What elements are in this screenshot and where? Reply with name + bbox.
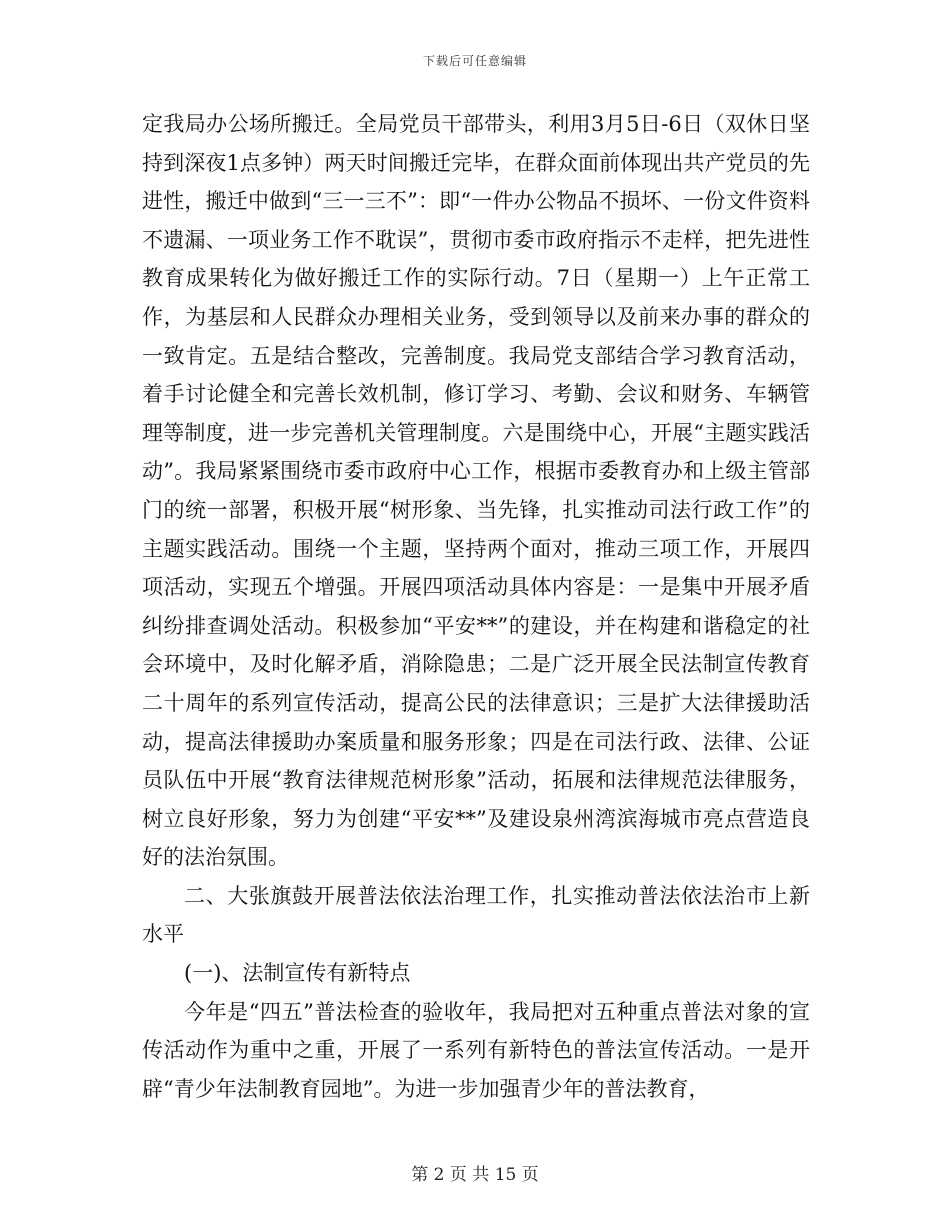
footer-total-unit: 页 bbox=[521, 1165, 539, 1185]
footer-page-label: 第 bbox=[411, 1165, 429, 1185]
subsection-heading-1: (一)、法制宣传有新特点 bbox=[184, 961, 411, 986]
page-footer bbox=[0, 1160, 950, 1185]
section-heading-2: 二、大张旗鼓开展普法依法治理工作，扎实推动普法依法治市上新水平 bbox=[142, 883, 810, 947]
paragraph-1: 定我局办公场所搬迁。全局党员干部带头，利用3月5日-6日（双休日坚持到深夜1点多钟）两天时间搬迁完毕，在群众面前体现出共产党员的先进性，搬迁中做到“三一三不”：即“一件办公物品不损坏、一份文件资料不遗漏、一项业务工作不耽误”，贯彻市委市政府指示不走样，把先进性教育成果转化为做好搬迁工作的实际行动。7日（星期一）上午正常工作，为基层和人民群众办理相关业务，受到领导以及前来办事的群众的一致肯定。五是结合整改，完善制度。我局党支部结合学习教育活动，着手讨论健全和完善长效机制，修订学习、考勤、会议和财务、车辆管理等制度，进一步完善机关管理制度。六是围绕中心，开展“主题实践活动”。我局紧紧围绕市委市政府中心工作，根据市委教育办和上级主管部门的统一部署，积极开展“树形象、当先锋，扎实推动司法行政工作”的主题实践活动。围绕一个主题，坚持两个面对，推动三项工作，开展四项活动，实现五个增强。开展四项活动具体内容是：一是集中开展矛盾纠纷排查调处活动。积极参加“平安**”的建设，并在构建和谐稳定的社会环境中，及时化解矛盾，消除隐患；二是广泛开展全民法制宣传教育二十周年的系列宣传活动，提高公民的法律意识；三是扩大法律援助活动，提高法律援助办案质量和服务形象；四是在司法行政、法律、公证员队伍中开展“教育法律规范树形象”活动，拓展和法律规范法律服务，树立良好形象，努力为创建“平安**”及建设泉州湾滨海城市亮点营造良好的法治氛围。 bbox=[142, 112, 810, 870]
footer-total-label: 共 bbox=[472, 1165, 490, 1185]
current-page-number: 2 bbox=[433, 1165, 445, 1185]
page-header: 下载后可任意编辑 bbox=[422, 54, 527, 68]
total-pages-number: 15 bbox=[494, 1165, 517, 1185]
document-body bbox=[142, 105, 810, 1108]
paragraph-2: 今年是“四五”普法检查的验收年，我局把对五种重点普法对象的宣传活动作为重中之重，开展了一系列有新特色的普法宣传活动。一是开辟“青少年法制教育园地”。为进一步加强青少年的普法教育， bbox=[142, 999, 810, 1101]
footer-page-unit: 页 bbox=[449, 1165, 467, 1185]
